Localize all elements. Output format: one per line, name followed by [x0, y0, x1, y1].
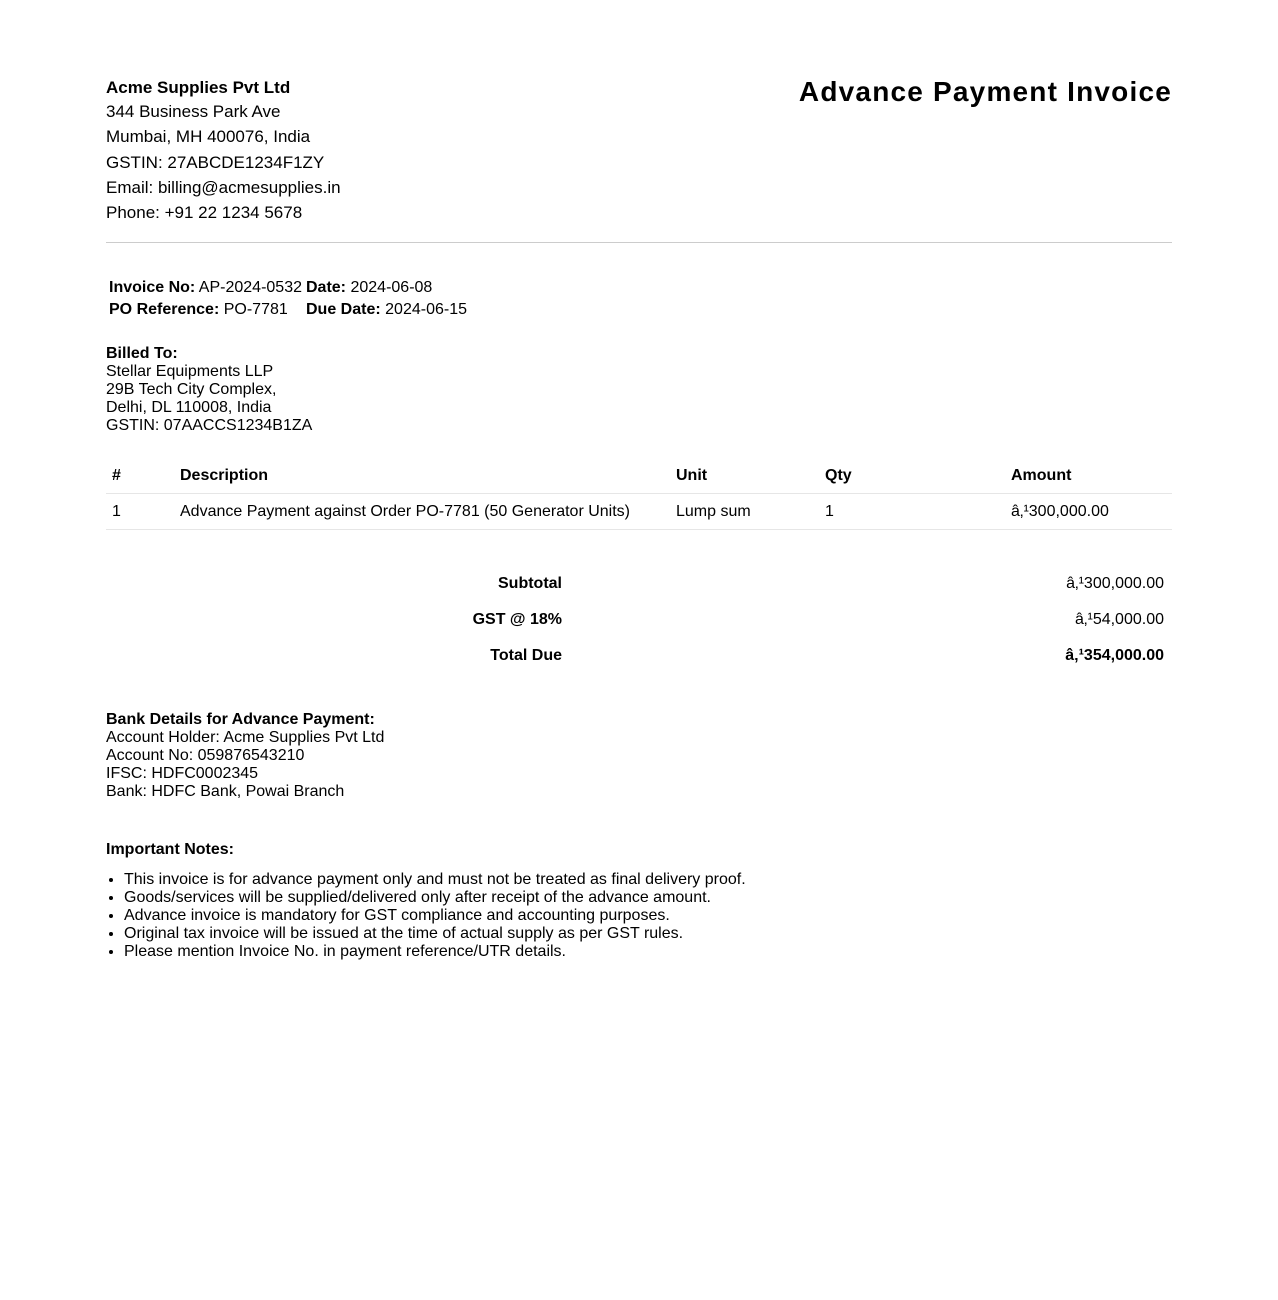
- bank-account-number: Account No: 059876543210: [106, 747, 305, 764]
- list-item: • Goods/services will be supplied/delivered only after receipt of the advance amount.: [124, 889, 746, 907]
- total-due-value: â‚¹354,000.00: [1065, 647, 1164, 664]
- invoice-number-label: Invoice No:: [109, 279, 196, 296]
- list-item: • Advance invoice is mandatory for GST compliance and accounting purposes.: [124, 907, 746, 925]
- totals-block: [106, 566, 1172, 674]
- invoice-date: 2024-06-08: [350, 279, 433, 296]
- po-reference-cell: [109, 299, 306, 321]
- items-header-row: [106, 458, 1172, 494]
- billed-to-line1: 29B Tech City Complex,: [106, 381, 277, 398]
- gst-value: â‚¹54,000.00: [1075, 611, 1164, 628]
- column-header-amount: Amount: [1005, 458, 1172, 494]
- notes-list: [106, 871, 746, 961]
- header-divider: [106, 242, 1172, 243]
- invoice-number-cell: [109, 277, 306, 299]
- row-unit: Lump sum: [670, 494, 819, 530]
- invoice-number: AP-2024-0532: [198, 279, 302, 296]
- po-reference: PO-7781: [223, 301, 288, 318]
- bank-ifsc: IFSC: HDFC0002345: [106, 765, 259, 782]
- row-number: 1: [106, 494, 174, 530]
- items-table: [106, 458, 1172, 530]
- total-due-row: [106, 638, 1172, 674]
- gst-row: [106, 602, 1172, 638]
- row-amount: â‚¹300,000.00: [1005, 494, 1172, 530]
- list-item: • This invoice is for advance payment only and must not be treated as final delivery proof.: [124, 871, 746, 889]
- company-name: Acme Supplies Pvt Ltd: [106, 78, 291, 97]
- billed-to-heading: Billed To:: [106, 345, 178, 362]
- due-date-label: Due Date:: [306, 301, 381, 318]
- subtotal-label: Subtotal: [498, 575, 562, 592]
- total-due-label: Total Due: [490, 647, 562, 664]
- company-block: [106, 77, 341, 225]
- subtotal-row: [106, 566, 1172, 602]
- company-phone: Phone: +91 22 1234 5678: [106, 203, 303, 223]
- bank-details-heading: Bank Details for Advance Payment:: [106, 711, 375, 728]
- company-address-line2: Mumbai, MH 400076, India: [106, 127, 311, 147]
- due-date: 2024-06-15: [385, 301, 467, 318]
- billed-to-line2: Delhi, DL 110008, India: [106, 399, 272, 416]
- billed-to-gstin: GSTIN: 07AACCS1234B1ZA: [106, 417, 313, 434]
- company-email: Email: billing@acmesupplies.in: [106, 177, 341, 197]
- gst-label: GST @ 18%: [472, 611, 562, 628]
- column-header-number: #: [106, 458, 174, 494]
- bank-account-holder: Account Holder: Acme Supplies Pvt Ltd: [106, 729, 385, 746]
- meta-row-invoice: [109, 277, 467, 299]
- due-date-cell: [306, 299, 467, 321]
- po-reference-label: PO Reference:: [109, 301, 220, 318]
- bank-name: Bank: HDFC Bank, Powai Branch: [106, 783, 345, 800]
- document-title: Advance Payment Invoice: [798, 76, 1172, 107]
- company-address-line1: 344 Business Park Ave: [106, 102, 281, 121]
- column-header-unit: Unit: [670, 458, 819, 494]
- list-item: • Original tax invoice will be issued at the time of actual supply as per GST rules.: [124, 925, 746, 943]
- column-header-qty: Qty: [819, 458, 1005, 494]
- meta-row-po: [109, 299, 467, 321]
- notes-block: [106, 840, 746, 961]
- bank-details-block: [106, 711, 384, 801]
- list-item: • Please mention Invoice No. in payment reference/UTR details.: [124, 943, 746, 961]
- row-qty: 1: [819, 494, 1005, 530]
- billed-to-name: Stellar Equipments LLP: [106, 363, 274, 380]
- invoice-meta: [109, 277, 467, 321]
- subtotal-value: â‚¹300,000.00: [1066, 575, 1164, 592]
- table-row: [106, 494, 1172, 530]
- company-gstin: GSTIN: 27ABCDE1234F1ZY: [106, 152, 325, 172]
- notes-heading: Important Notes:: [106, 841, 234, 858]
- row-description: Advance Payment against Order PO-7781 (50 Generator Units): [174, 494, 670, 530]
- invoice-header: [106, 77, 1172, 227]
- invoice-date-label: Date:: [306, 279, 347, 296]
- column-header-description: Description: [174, 458, 670, 494]
- invoice-date-cell: [306, 277, 432, 299]
- billed-to-block: [106, 345, 312, 435]
